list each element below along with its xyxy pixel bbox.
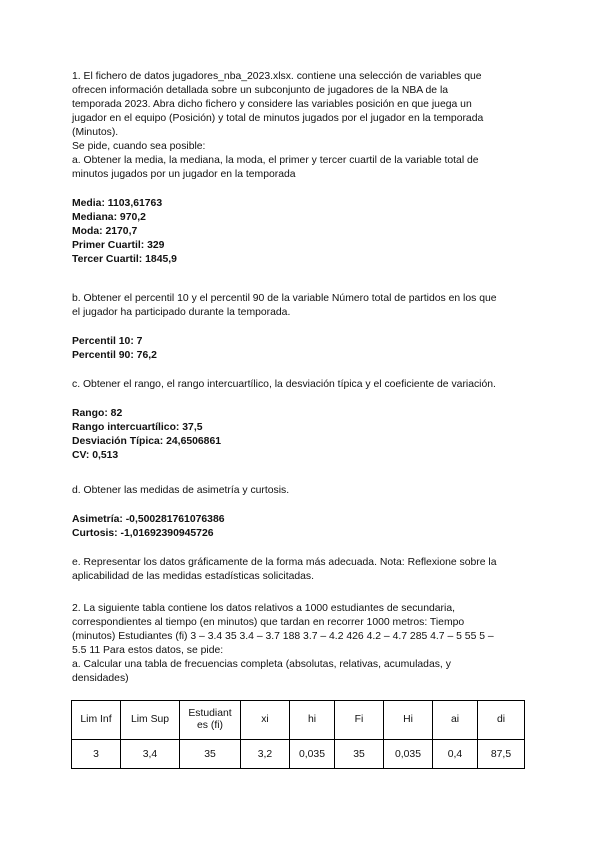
result-media: Media: 1103,61763 bbox=[72, 198, 163, 209]
q2-intro-line-3: (minutos) Estudiantes (fi) 3 – 3.4 35 3.4 – 3.7 188 3.7 – 4.2 426 4.2 – 4.7 285 4.7 – 5 55 5 – bbox=[72, 631, 494, 642]
header-hi: hi bbox=[290, 701, 335, 740]
result-mediana: Mediana: 970,2 bbox=[72, 212, 146, 223]
result-curtosis: Curtosis: -1,01692390945726 bbox=[72, 528, 214, 539]
table-cell: 87,5 bbox=[478, 740, 525, 769]
q1-a-line-2: minutos jugados por un jugador en la temporada bbox=[72, 169, 296, 180]
table-cell: 0,035 bbox=[384, 740, 433, 769]
result-cv: CV: 0,513 bbox=[72, 450, 119, 461]
q1-a-line-1: a. Obtener la media, la mediana, la moda, el primer y tercer cuartil de la variable total de bbox=[72, 155, 479, 166]
q2-a-line-1: a. Calcular una tabla de frecuencias completa (absolutas, relativas, acumuladas, y bbox=[72, 659, 451, 670]
q1-c: c. Obtener el rango, el rango intercuartílico, la desviación típica y el coeficiente de variación. bbox=[72, 379, 496, 390]
header-ai: ai bbox=[433, 701, 478, 740]
result-moda: Moda: 2170,7 bbox=[72, 226, 138, 237]
q1-intro-line-4: jugador en el equipo (Posición) y total de minutos jugados por el jugador en la temporada bbox=[72, 113, 484, 124]
header-estudiantes: Estudiant es (fi) bbox=[180, 701, 241, 740]
q1-e-line-1: e. Representar los datos gráficamente de la forma más adecuada. Nota: Reflexione sobre la bbox=[72, 557, 497, 568]
frequency-table bbox=[71, 700, 525, 769]
header-hi-acum: Hi bbox=[384, 701, 433, 740]
result-rango: Rango: 82 bbox=[72, 408, 123, 419]
q1-intro-line-1: 1. El fichero de datos jugadores_nba_2023.xlsx. contiene una selección de variables que bbox=[72, 71, 482, 82]
table-cell: 3,4 bbox=[121, 740, 180, 769]
q1-intro-line-2: ofrecen información detallada sobre un subconjunto de jugadores de la NBA de la bbox=[72, 85, 449, 96]
table-cell: 3 bbox=[72, 740, 121, 769]
table-cell: 35 bbox=[335, 740, 384, 769]
q1-se-pide: Se pide, cuando sea posible: bbox=[72, 141, 206, 152]
header-lim-sup: Lim Sup bbox=[121, 701, 180, 740]
q2-a-line-2: densidades) bbox=[72, 673, 129, 684]
header-xi: xi bbox=[241, 701, 290, 740]
result-primer-cuartil: Primer Cuartil: 329 bbox=[72, 240, 165, 251]
q2-intro-line-1: 2. La siguiente tabla contiene los datos relativos a 1000 estudiantes de secundaria, bbox=[72, 603, 455, 614]
result-tercer-cuartil: Tercer Cuartil: 1845,9 bbox=[72, 254, 177, 265]
q1-intro-line-3: temporada 2023. Abra dicho fichero y considere las variables posición en que juega un bbox=[72, 99, 472, 110]
result-percentil-10: Percentil 10: 7 bbox=[72, 336, 143, 347]
q1-e-line-2: aplicabilidad de las medidas estadísticas solicitadas. bbox=[72, 571, 315, 582]
q1-d: d. Obtener las medidas de asimetría y curtosis. bbox=[72, 485, 290, 496]
q1-intro-line-5: (Minutos). bbox=[72, 127, 119, 138]
q2-intro-line-2: correspondientes al tiempo (en minutos) que tardan en recorrer 1000 metros: Tiempo bbox=[72, 617, 465, 628]
result-asimetria: Asimetría: -0,500281761076386 bbox=[72, 514, 225, 525]
result-percentil-90: Percentil 90: 76,2 bbox=[72, 350, 157, 361]
table-cell: 3,2 bbox=[241, 740, 290, 769]
q1-b-line-1: b. Obtener el percentil 10 y el percentil 90 de la variable Número total de partidos en los que bbox=[72, 293, 497, 304]
result-rango-intercuartilico: Rango intercuartílico: 37,5 bbox=[72, 422, 203, 433]
header-di: di bbox=[478, 701, 525, 740]
q1-b-line-2: el jugador ha participado durante la temporada. bbox=[72, 307, 291, 318]
table-row bbox=[72, 740, 525, 769]
header-fi-acum: Fi bbox=[335, 701, 384, 740]
q2-intro-line-4: 5.5 11 Para estos datos, se pide: bbox=[72, 645, 224, 656]
header-lim-inf: Lim Inf bbox=[72, 701, 121, 740]
table-cell: 35 bbox=[180, 740, 241, 769]
table-header-row bbox=[72, 701, 525, 740]
table-cell: 0,4 bbox=[433, 740, 478, 769]
result-desviacion-tipica: Desviación Típica: 24,6506861 bbox=[72, 436, 222, 447]
table-cell: 0,035 bbox=[290, 740, 335, 769]
